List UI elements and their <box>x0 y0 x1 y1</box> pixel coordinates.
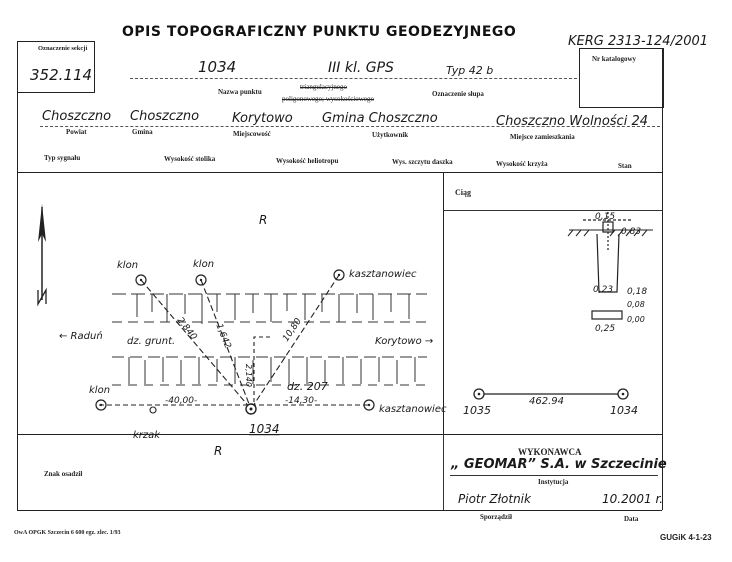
ciag-w2: 0,83 <box>621 227 642 237</box>
ciag-w6: 0,00 <box>627 315 645 324</box>
sporzadzil-value: Piotr Złotnik <box>458 492 531 506</box>
powiat-label: Powiat <box>66 128 87 136</box>
label-klon-3: klon <box>89 385 111 396</box>
ciag-w1: 0,15 <box>595 212 616 222</box>
ciag-label-1034: 1034 <box>610 404 638 417</box>
szkic-sytuacyjny <box>17 172 447 458</box>
zamieszkanie-value: Choszczno Wolności 24 <box>496 114 648 129</box>
label-dz-grunt: dz. grunt. <box>127 336 176 347</box>
ciag-point-1035 <box>474 389 484 399</box>
nr-katalogowy-label: Nr katalogowy <box>592 55 637 63</box>
label-dz-207: dz. 207 <box>287 380 328 393</box>
ciag-w7: 0,25 <box>595 324 616 334</box>
tree-klon-3 <box>96 400 106 410</box>
miejscowosc-label: Miejscowość <box>233 130 271 138</box>
wykonawca-label: WYKONAWCA <box>518 447 582 457</box>
tree-klon-2 <box>196 275 206 285</box>
typ-sygnalu-label: Typ sygnału <box>44 154 81 162</box>
heliotrop-label: Wysokość heliotropu <box>276 157 339 165</box>
label-klon-1: klon <box>117 260 139 271</box>
label-punkt-1034: 1034 <box>249 422 280 436</box>
dist-d6: -14,30- <box>285 396 318 406</box>
lokalizacja-line <box>40 126 660 127</box>
znak-osadzil-label: Znak osadził <box>44 470 83 478</box>
ciag-panel <box>443 210 662 434</box>
kerg-number: KERG 2313-124/2001 <box>568 34 709 49</box>
label-kasztanowiec-1: kasztanowiec <box>349 269 417 280</box>
szkic-r-bottom: R <box>214 444 223 458</box>
dist-d4: 2,140 <box>244 364 253 387</box>
slup-label: Oznaczenie słupa <box>432 90 484 98</box>
punkt-klasa: III kl. GPS <box>328 60 394 76</box>
ciag-point-1034 <box>618 389 628 399</box>
punkt-line <box>130 78 577 79</box>
frame-right <box>662 48 663 510</box>
triang-label: triangulacyjnego <box>300 83 348 91</box>
ciag-dist: 462.94 <box>529 396 564 407</box>
bush-krzak <box>150 407 156 413</box>
ciag-w3: 0,23 <box>593 285 614 295</box>
document-title: OPIS TOPOGRAFICZNY PUNKTU GEODEZYJNEGO <box>122 24 517 40</box>
instytucja-label: Instytucja <box>538 478 569 486</box>
gmina-label: Gmina <box>132 128 153 136</box>
sekcja-label: Oznaczenie sekcji <box>38 45 88 52</box>
ciag-w4: 0,18 <box>627 287 648 297</box>
punkt-typ: Typ 42 b <box>446 64 494 77</box>
footer-right: GUGiK 4-1-23 <box>660 533 712 542</box>
dist-d1: 2,840 <box>174 315 199 343</box>
road-hatch-top <box>112 294 427 324</box>
nazwa-punktu-label: Nazwa punktu <box>218 88 262 96</box>
survey-point-1034 <box>246 404 256 414</box>
label-kasztanowiec-2: kasztanowiec <box>379 404 447 415</box>
gmina-value: Choszczno <box>130 109 200 124</box>
zamieszkanie-label: Miejsce zamieszkania <box>510 133 575 141</box>
ciag-w5: 0,08 <box>627 300 645 309</box>
tree-klon-1 <box>136 275 146 285</box>
north-arrow-icon <box>38 204 46 304</box>
label-radun: ← Raduń <box>59 331 103 342</box>
data-value: 10.2001 r. <box>602 492 664 506</box>
ciag-label: Ciąg <box>455 188 471 197</box>
uzytkownik-value: Gmina Choszczno <box>322 111 438 126</box>
sekcja-value: 352.114 <box>30 66 93 84</box>
footer-left: OwA OPGK Szczecin 6 600 egz. zlec. 1/93 <box>14 530 121 536</box>
tree-kasztanowiec-1 <box>334 270 344 280</box>
stan-label: Stan <box>618 162 632 170</box>
punkt-numer: 1034 <box>198 58 237 76</box>
label-krzak: krzak <box>133 430 161 441</box>
polig-label: poligonowego; wysokościowego <box>282 95 374 103</box>
miejscowosc-value: Korytowo <box>232 111 293 126</box>
frame-bottom <box>17 510 662 511</box>
label-klon-2: klon <box>193 259 215 270</box>
krzyz-label: Wysokość krzyża <box>496 160 548 168</box>
data-label: Data <box>624 515 639 523</box>
ciag-label-1035: 1035 <box>463 404 491 417</box>
dist-d5: -40,00- <box>165 396 198 406</box>
uzytkownik-label: Użytkownik <box>372 131 409 139</box>
stolik-label: Wysokość stolika <box>164 155 216 163</box>
sporzadzil-label: Sporządził <box>480 513 512 521</box>
szkic-bottom-line <box>17 434 662 435</box>
wykonawca-nazwa: „ GEOMAR” S.A. w Szczecinie <box>451 457 667 472</box>
daszek-label: Wys. szczytu daszka <box>392 158 453 166</box>
dist-d3: 10,80 <box>281 316 304 344</box>
powiat-value: Choszczno <box>42 109 112 124</box>
wykonawca-line <box>450 475 658 476</box>
szkic-r-top: R <box>259 213 268 227</box>
dist-d2: -1,642 <box>212 319 233 351</box>
wykonawca-divider <box>443 434 444 510</box>
label-korytowo: Korytowo → <box>375 336 434 347</box>
